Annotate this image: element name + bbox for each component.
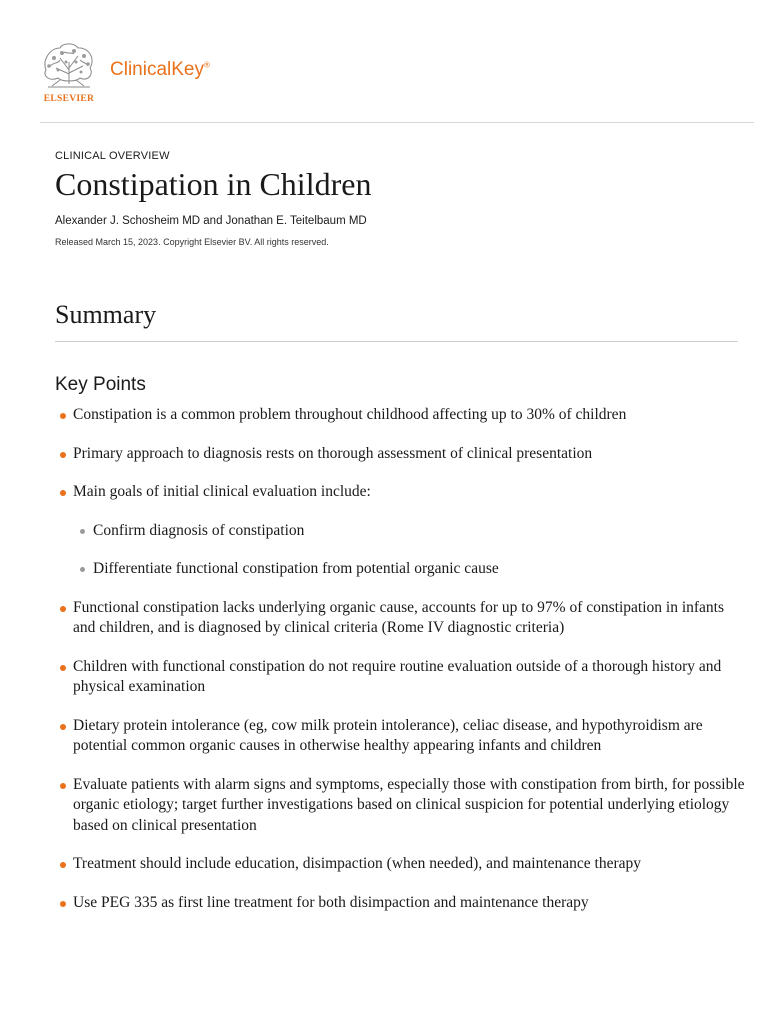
bullet-dot-icon: [60, 901, 66, 907]
bullet-dot-icon: [60, 452, 66, 458]
section-divider: [55, 341, 738, 342]
article-type-label: CLINICAL OVERVIEW: [55, 150, 170, 162]
sub-bullet-item: [75, 521, 745, 542]
key-points-heading: Key Points: [55, 374, 146, 395]
bullet-text: Children with functional constipation do not require routine evaluation outside of a thorough history and physical examination: [73, 657, 722, 695]
bullet-text: Main goals of initial clinical evaluation include:: [73, 483, 371, 500]
bullet-text: Treatment should include education, disimpaction (when needed), and maintenance therapy: [73, 855, 642, 872]
publisher-wordmark: ELSEVIER: [43, 94, 95, 102]
bullet-dot-icon: [60, 862, 66, 868]
article-authors: Alexander J. Schosheim MD and Jonathan E. Teitelbaum MD: [55, 215, 367, 227]
bullet-item: [55, 716, 745, 757]
bullet-item: [55, 657, 745, 698]
bullet-dot-icon: [80, 567, 85, 572]
bullet-dot-icon: [60, 783, 66, 789]
bullet-item: [55, 405, 745, 426]
elsevier-tree-icon[interactable]: [40, 40, 98, 102]
bullet-dot-icon: [80, 529, 85, 534]
bullet-text: Primary approach to diagnosis rests on thorough assessment of clinical presentation: [73, 444, 593, 462]
brand-logo[interactable]: [110, 59, 210, 81]
bullet-dot-icon: [60, 606, 66, 612]
bullet-item: [55, 854, 745, 875]
bullet-item: [55, 775, 745, 837]
bullet-dot-icon: [60, 724, 66, 730]
bullet-text: Differentiate functional constipation from potential organic cause: [93, 560, 499, 577]
bullet-text: Use PEG 335 as first line treatment for both disimpaction and maintenance therapy: [73, 893, 589, 911]
bullet-text: Confirm diagnosis of constipation: [93, 521, 305, 539]
bullet-item: [55, 598, 745, 639]
bullet-dot-icon: [60, 490, 66, 496]
bullet-text: Constipation is a common problem throughout childhood affecting up to 30% of children: [73, 406, 627, 423]
brand-name: ClinicalKey: [110, 59, 204, 80]
bullet-item: [55, 444, 745, 465]
header-divider: [40, 122, 754, 123]
bullet-text: Functional constipation lacks underlying organic cause, accounts for up to 97% of constipation in infants and children, and is diagnosed by clinical criteria (Rome IV diagnostic criteria): [73, 598, 724, 636]
bullet-item: [55, 482, 745, 503]
release-copyright: Released March 15, 2023. Copyright Elsevier BV. All rights reserved.: [55, 237, 329, 247]
section-title-summary: Summary: [55, 300, 157, 329]
key-points-list: [55, 405, 745, 931]
bullet-text: Evaluate patients with alarm signs and symptoms, especially those with constipation from birth, for possible organic etiology; target further investigations based on clinical suspicion for potential underlying etiology based on clinical presentation: [73, 775, 745, 834]
bullet-dot-icon: [60, 665, 66, 671]
bullet-item: [55, 893, 745, 914]
sub-bullet-item: [75, 559, 745, 580]
bullet-dot-icon: [60, 413, 66, 419]
bullet-text: Dietary protein intolerance (eg, cow milk protein intolerance), celiac disease, and hypothyroidism are potential common organic causes in otherwise healthy appearing infants and children: [73, 716, 703, 754]
registered-mark: ®: [203, 60, 210, 70]
article-title: Constipation in Children: [55, 166, 372, 202]
